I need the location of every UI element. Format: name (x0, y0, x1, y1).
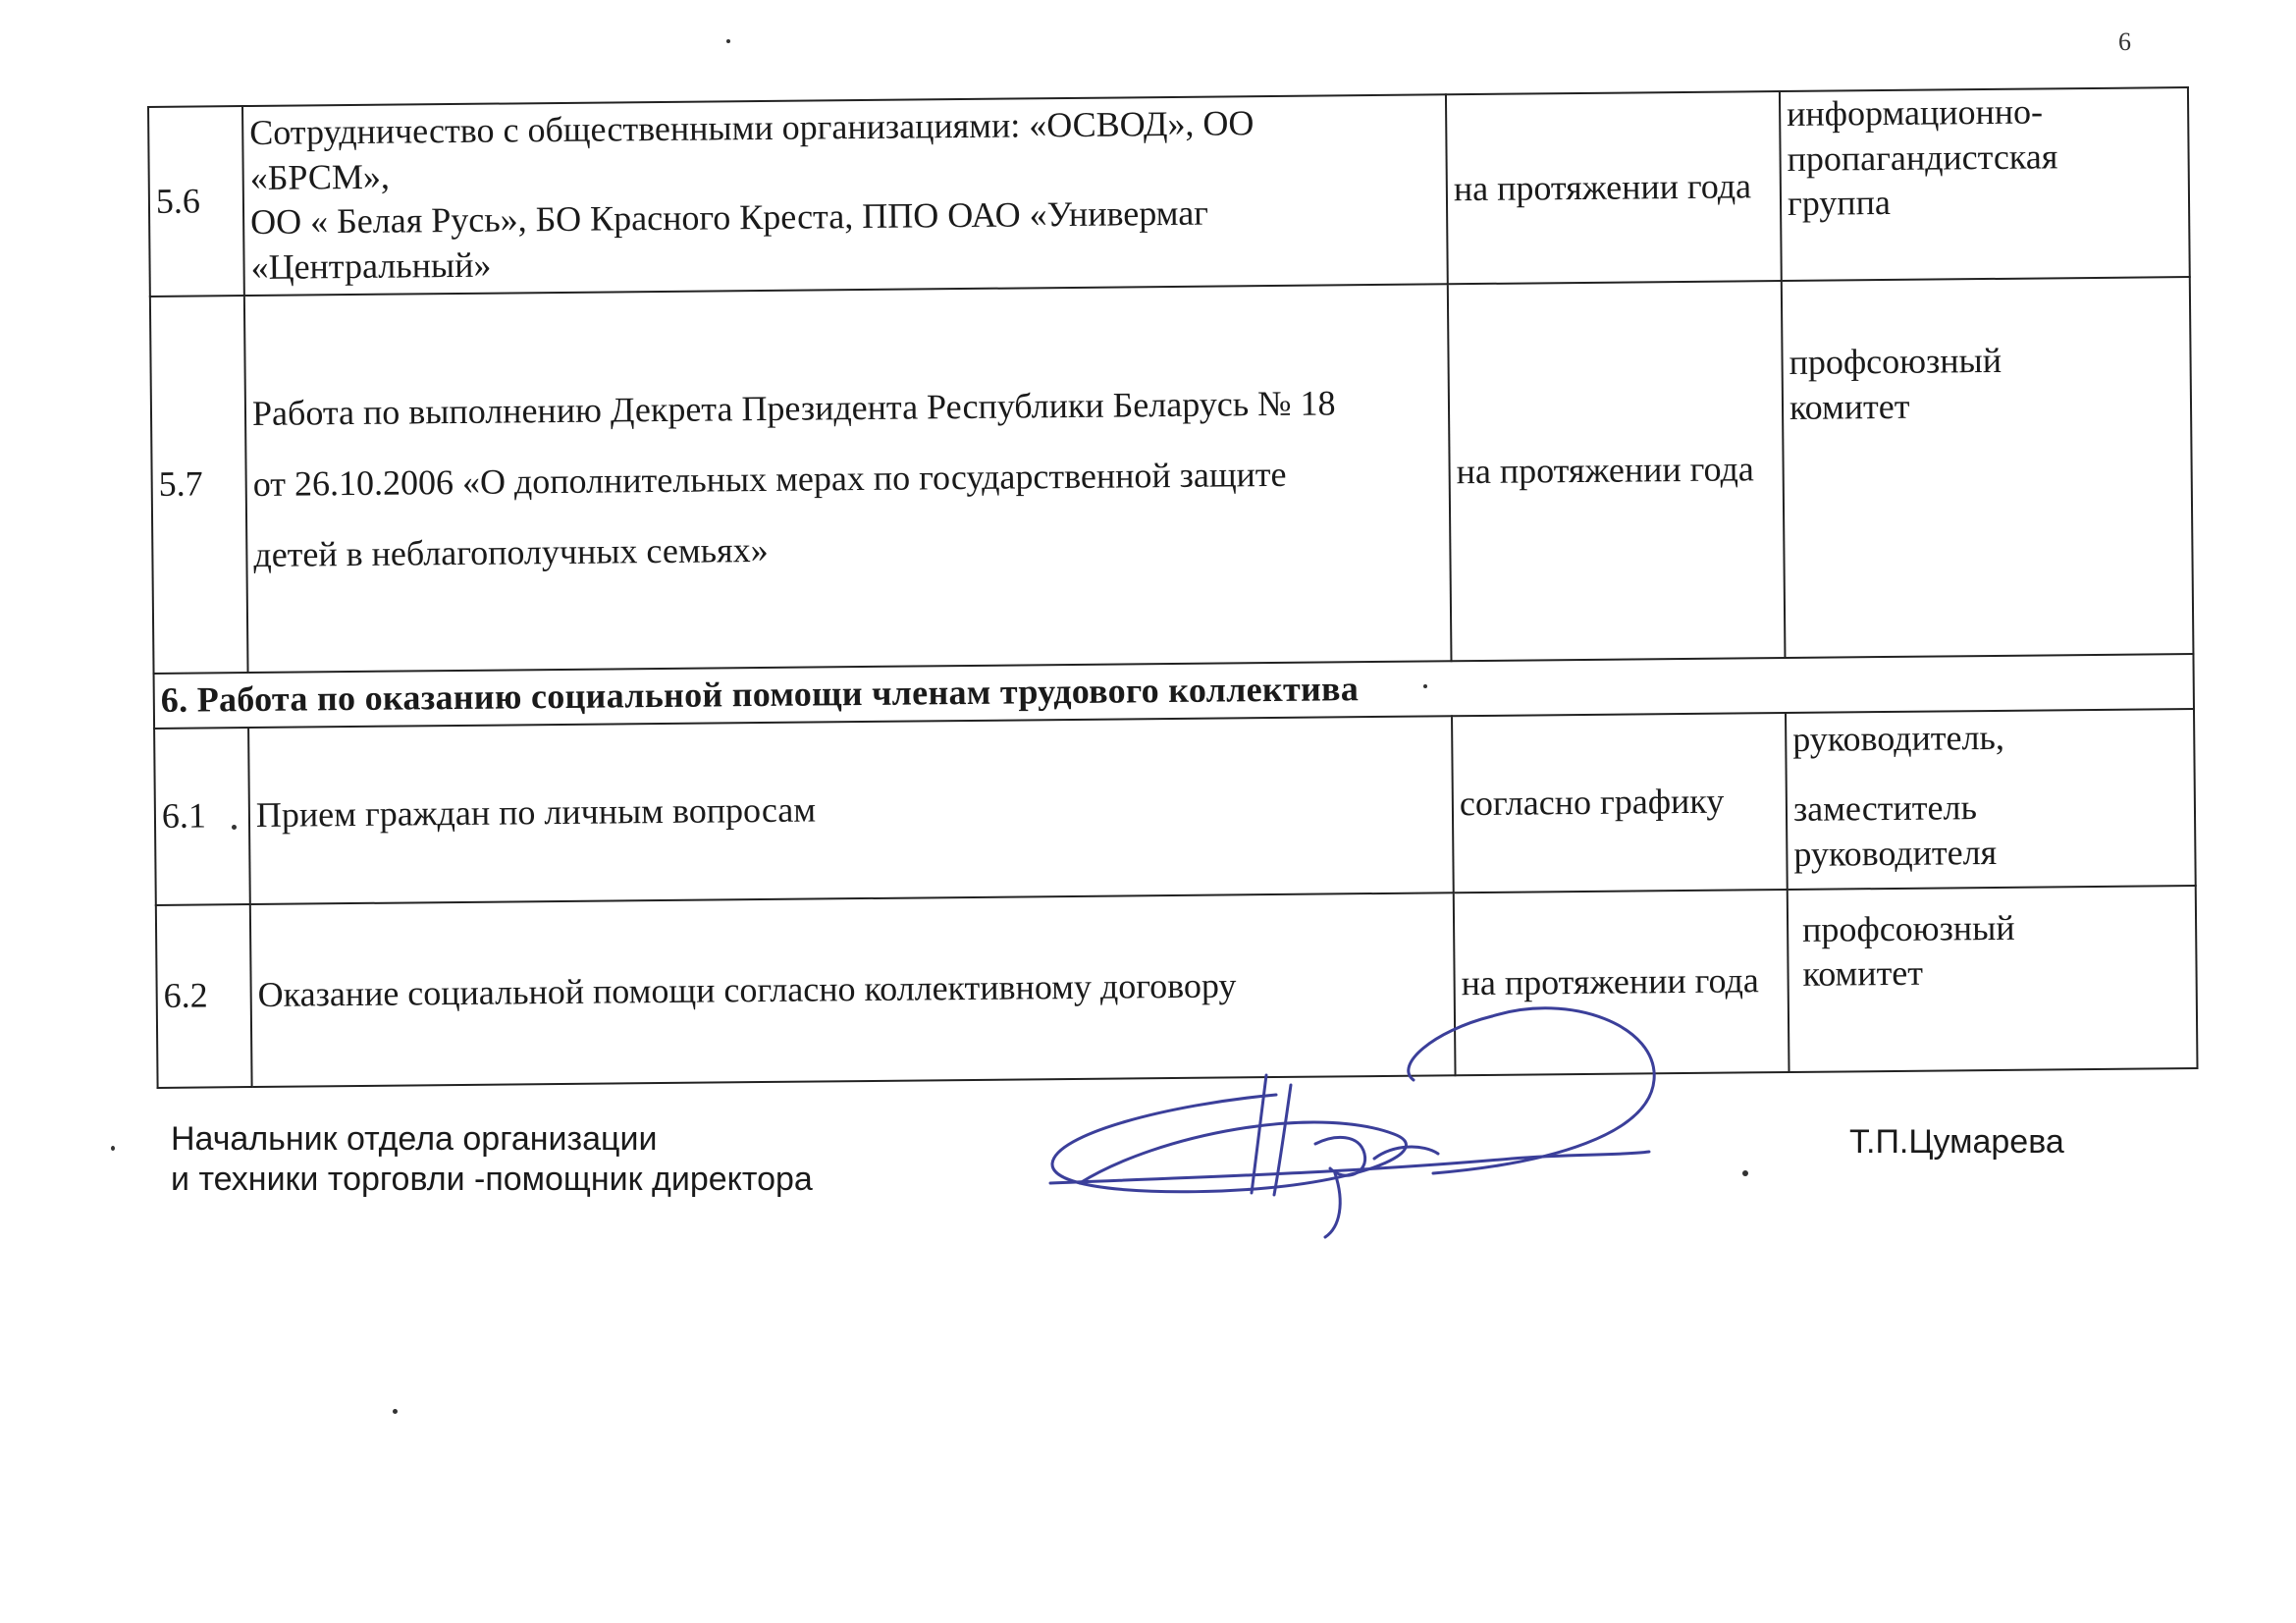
row-number: 6.1 (154, 728, 250, 905)
row-period: на протяжении года (1448, 281, 1786, 661)
row-responsible (1788, 886, 2198, 1072)
responsible-line: комитет (1802, 952, 1924, 995)
table-row (154, 709, 2196, 905)
table-row (150, 277, 2194, 674)
row-description (244, 284, 1452, 673)
description-line: Сотрудничество с общественными организациями: «ОСВОД», ОО (249, 103, 1255, 152)
table-row (148, 87, 2190, 297)
row-description (242, 94, 1448, 296)
description-line: детей в неблагополучных семьях» (253, 529, 769, 574)
scan-speck (1423, 684, 1427, 688)
row-number: 5.6 (148, 106, 244, 297)
responsible-line: пропагандистская (1787, 136, 2058, 179)
section-title: 6. Работа по оказанию социальной помощи членам трудового коллектива (154, 654, 2194, 729)
responsible-line: руководителя (1793, 832, 1998, 874)
description-line: Работа по выполнению Декрета Президента Республики Беларусь № 18 (251, 383, 1336, 433)
responsible-line: профсоюзный (1801, 907, 2015, 949)
row-number: 6.2 (156, 904, 252, 1088)
row-responsible (1782, 277, 2194, 658)
description-line: «БРСМ», (249, 156, 391, 197)
row-description: Прием граждан по личным вопросам (248, 716, 1454, 904)
responsible-line: группа (1787, 183, 1892, 224)
row-description: Оказание социальной помощи согласно коллективному договору (250, 893, 1456, 1087)
scan-speck (393, 1409, 398, 1414)
scan-speck (726, 39, 730, 43)
plan-table (147, 86, 2199, 1089)
responsible-line: руководитель, (1792, 717, 2005, 759)
row-period: на протяжении года (1446, 91, 1782, 284)
scan-speck (111, 1146, 115, 1151)
signatory-position (171, 1119, 813, 1201)
page-number: 6 (2118, 27, 2131, 56)
responsible-line: информационно- (1786, 91, 2044, 134)
description-line: ОО « Белая Русь», БО Красного Креста, ППО ОАО «Универмаг (249, 193, 1209, 243)
row-period: на протяжении года (1454, 890, 1789, 1075)
row-period: согласно графику (1452, 713, 1788, 893)
responsible-line: профсоюзный (1789, 340, 2002, 382)
position-line: Начальник отдела организации (171, 1120, 658, 1158)
scan-speck (232, 825, 237, 830)
signer-name: Т.П.Цумарева (1849, 1123, 2064, 1161)
scan-speck (1742, 1170, 1748, 1176)
description-line: от 26.10.2006 «О дополнительных мерах по государственной защите (252, 454, 1287, 504)
row-responsible (1786, 709, 2196, 890)
row-responsible (1780, 87, 2190, 281)
description-line: «Центральный» (250, 244, 492, 288)
responsible-line: заместитель (1792, 787, 1978, 830)
responsible-line: комитет (1789, 386, 1910, 427)
position-line: и техники торговли -помощник директора (171, 1161, 813, 1199)
row-number: 5.7 (150, 296, 248, 674)
handwritten-signature (1021, 987, 1688, 1242)
